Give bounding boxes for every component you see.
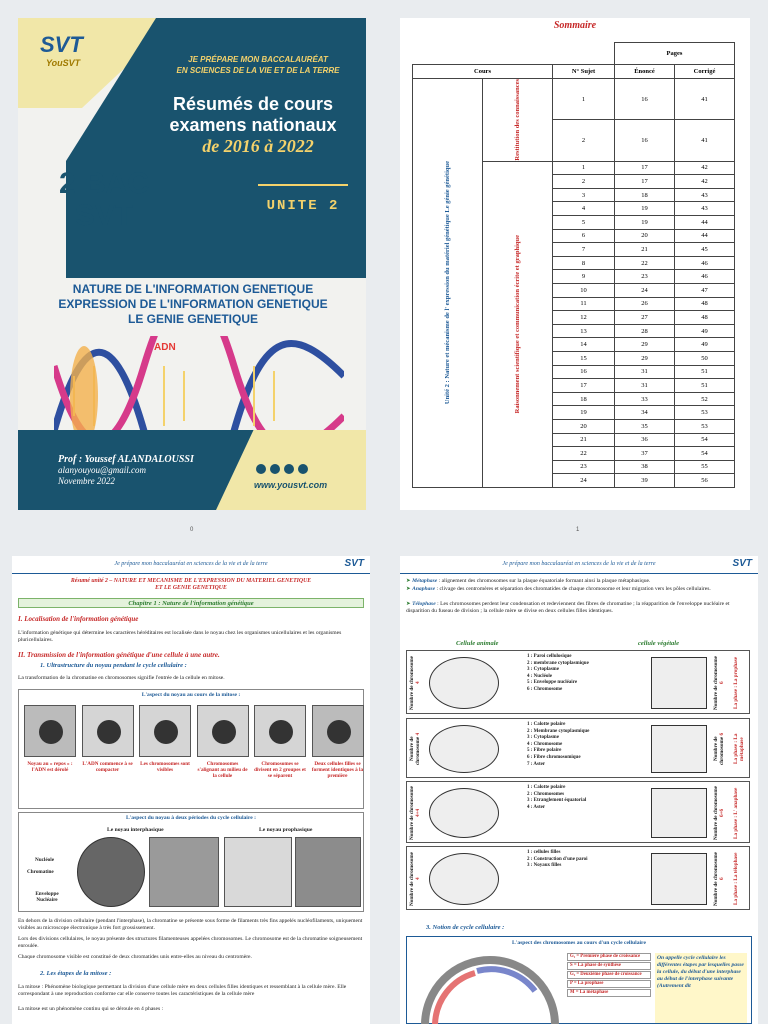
- sommaire-cell: 24: [615, 283, 675, 297]
- chromosome-count-label: Nombre de chromosome 6+6: [713, 786, 725, 840]
- sommaire-cell: 7: [553, 243, 615, 257]
- sommaire-cell: 43: [675, 188, 735, 202]
- sommaire-cell: 49: [675, 324, 735, 338]
- sommaire-cell: 22: [553, 447, 615, 461]
- sommaire-cell: 11: [553, 297, 615, 311]
- mitosis-phases-intro: La mitose est un phénomène continu qui se déroule en 4 phases :: [18, 1006, 164, 1012]
- sommaire-cell: 51: [675, 365, 735, 379]
- sommaire-cell: 44: [675, 229, 735, 243]
- sommaire-cell: 50: [675, 351, 735, 365]
- sommaire-cell: 1: [553, 161, 615, 175]
- col-pages: Pages: [615, 43, 735, 65]
- phase-name-label: La phase : La métaphase: [733, 733, 745, 765]
- cell-structure-label: 2 : Chromosomes: [527, 791, 565, 797]
- sommaire-cell: 5: [553, 216, 615, 230]
- col-sujet: N° Sujet: [553, 65, 615, 79]
- mitosis-stage-caption: L'ADN commence à se compacter: [82, 761, 133, 773]
- sommaire-cell: 35: [615, 419, 675, 433]
- header-logo: SVT: [732, 558, 752, 569]
- plant-cell-drawing: [651, 853, 707, 905]
- sommaire-cell: 19: [615, 216, 675, 230]
- course-page-1: [12, 556, 370, 1024]
- nucleus-periods-box: [18, 812, 364, 912]
- sommaire-cell: 29: [615, 338, 675, 352]
- cell-structure-label: 3 : Cytoplasme: [527, 667, 559, 673]
- sommaire-cell: 20: [615, 229, 675, 243]
- mitosis-stage-image: [139, 705, 191, 757]
- sommaire-cell: 2: [553, 120, 615, 161]
- cover-years: de 2016 à 2022: [202, 136, 314, 156]
- plant-cell-title: cellule végétale: [638, 640, 679, 647]
- col-enonce: Énoncé: [615, 65, 675, 79]
- bullet-metaphase: ➤ Métaphase : alignement des chromosomes sur la plaque équatoriale formant ainsi la plaque métaphasique.: [406, 578, 651, 584]
- cover-themes: NATURE DE L'INFORMATION GENETIQUE EXPRESSION DE L'INFORMATION GENETIQUE LE GENIE GENETIQUE: [58, 282, 328, 326]
- paragraph-chromosomes: Lors des divisions cellulaires, le noyau présente des structures filamenteuses appelées chromosomes. Le chromosome est de la chromatine soigneusement enroulée.: [18, 936, 363, 949]
- sommaire-cell: 46: [675, 256, 735, 270]
- sommaire-cell: 15: [553, 351, 615, 365]
- box-title: L'aspect des chromosomes au cours d'un cycle cellulaire: [512, 940, 646, 946]
- sommaire-cell: 21: [615, 243, 675, 257]
- bullet-anaphase: ➤ Anaphase : clivage des centromères et séparation des chromatides de chaque chromosome et leur migration vers les pôles cellulaires.: [406, 586, 711, 592]
- cover-unit: UNITE 2: [266, 198, 340, 214]
- sommaire-cell: 17: [615, 175, 675, 189]
- sommaire-cell: 22: [615, 256, 675, 270]
- section-2-title: II. Transmission de l'information génétique d'une cellule à une autre.: [18, 651, 220, 659]
- adn-label: ADN: [154, 342, 176, 353]
- section-1-title: I. Localisation de l'information génétique: [18, 615, 139, 623]
- cell-structure-label: 1 : Paroi cellulosique: [527, 654, 572, 659]
- sommaire-cell: 47: [675, 283, 735, 297]
- sommaire-row: [413, 79, 735, 120]
- cell-cycle-diagram: [415, 951, 565, 1024]
- cell-structure-label: 2 : Construction d'une paroi: [527, 856, 588, 862]
- page-header: Je prépare mon baccalauréat en sciences de la vie et de la terre SVT: [12, 556, 370, 574]
- sommaire-cell: 1: [553, 79, 615, 120]
- interphase-label: Le noyau interphasique: [107, 827, 164, 833]
- sommaire-cell: 2: [553, 175, 615, 189]
- sommaire-cell: 41: [675, 79, 735, 120]
- facebook-icon: [270, 464, 280, 474]
- cell-structure-label: 1 : Calotte polaire: [527, 785, 566, 790]
- sommaire-cell: 21: [553, 433, 615, 447]
- sommaire-cell: 19: [553, 406, 615, 420]
- cell-structure-label: 6 : Chromosome: [527, 686, 563, 692]
- cell-structure-label: 3 : Cytoplasme: [527, 735, 559, 741]
- chromosome-count-label: Nombre de chromosome 6: [713, 732, 725, 766]
- page-number: 1: [576, 527, 580, 533]
- chromosome-count-label: Nombre de chromosome 6: [713, 656, 725, 710]
- paragraph-chromatids: Chaque chromosome visible est constitué de deux chromatides unis entre-elles au niveau du centromère.: [18, 954, 252, 960]
- sommaire-cell: 37: [615, 447, 675, 461]
- chromosome-count-label: Nombre de chromosome 6: [713, 852, 725, 906]
- sommaire-cell: 24: [553, 474, 615, 488]
- mitosis-phase-row: [406, 650, 750, 714]
- animal-cell-drawing: [429, 853, 499, 905]
- cell-structure-label: 4 : Nucléole: [527, 673, 552, 679]
- instagram-icon: [256, 464, 266, 474]
- cell-structure-label: 1 : cellules filles: [527, 850, 561, 855]
- bullet-telophase: ➤ Télophase : Les chromosomes perdent leur condensation et redeviennent des fibres de chromatine ; la réapparition de l'enveloppe nucléaire et disparition du fuseau de division ; la cellule mère se divise en deux cellules filles identiques.: [406, 601, 730, 614]
- sommaire-cell: 9: [553, 270, 615, 284]
- sommaire-cell: 10: [553, 283, 615, 297]
- sommaire-cell: 56: [675, 474, 735, 488]
- sommaire-cell: 52: [675, 392, 735, 406]
- sommaire-cell: 17: [615, 161, 675, 175]
- animal-cell-drawing: [429, 657, 499, 709]
- sommaire-cell: 23: [615, 270, 675, 284]
- sommaire-cell: 3: [553, 188, 615, 202]
- sommaire-cell: 43: [675, 202, 735, 216]
- sommaire-cell: 48: [675, 311, 735, 325]
- mitosis-stage-image: [24, 705, 76, 757]
- sommaire-cell: 6: [553, 229, 615, 243]
- sommaire-cell: 18: [615, 188, 675, 202]
- sommaire-cell: 55: [675, 460, 735, 474]
- chromosome-count-label: Nombre de chromosome 4+4: [409, 786, 421, 840]
- sommaire-cell: 51: [675, 379, 735, 393]
- prophase-nucleus-image: [224, 837, 292, 907]
- chromosome-zoom-image: [295, 837, 361, 907]
- chromosome-count-label: Nombre de chromosome 4: [409, 732, 421, 766]
- twitter-icon: [284, 464, 294, 474]
- section-2-1-text: La transformation de la chromatine en chromosomes signifie l'entrée de la cellule en mitose.: [18, 675, 225, 681]
- phase-name-label: La phase : La prophase: [733, 656, 739, 710]
- section-3-title: 3. Notion de cycle cellulaire :: [426, 924, 505, 931]
- cycle-phase-item: M = La métaphase: [567, 989, 651, 997]
- label-nucleolus: Nucléole: [35, 857, 55, 863]
- sommaire-cell: 36: [615, 433, 675, 447]
- unit-summary-title: Résumé unité 2 – NATURE ET MECANISME DE L'EXPRESSION DU MATERIEL GENETIQUE ET LE GENIE GENETIQUE: [70, 578, 312, 591]
- mitosis-stage-caption: Les chromosomes sont visibles: [140, 761, 190, 773]
- box-title: L'aspect du noyau au cours de la mitose :: [141, 692, 241, 698]
- mitosis-phase-row: [406, 781, 750, 843]
- header-logo: SVT: [344, 558, 364, 569]
- mitosis-stage-caption: Chromosomes se divisent en 2 groupes et se séparent: [254, 761, 306, 779]
- plant-cell-drawing: [651, 657, 707, 709]
- mitosis-stage-image: [197, 705, 249, 757]
- unit-label: Unité 2 : Nature et mécanisme de l' expression du matériel génétique Le génie génétique: [413, 79, 483, 488]
- sommaire-cell: 28: [615, 324, 675, 338]
- cover-website: www.yousvt.com: [254, 480, 328, 490]
- sommaire-cell: 42: [675, 175, 735, 189]
- col-corrige: Corrigé: [675, 65, 735, 79]
- sommaire-cell: 12: [553, 311, 615, 325]
- animal-cell-title: Cellule animale: [456, 640, 499, 647]
- sommaire-cell: 45: [675, 243, 735, 257]
- cell-structure-label: 5 : Enveloppe nucléaire: [527, 680, 578, 686]
- phase-name-label: La phase : L' anaphase: [733, 787, 739, 839]
- plant-cell-drawing: [651, 788, 707, 838]
- chromosome-count-label: Nombre de chromosome 4: [409, 852, 421, 906]
- cover-level: 2 BAC SVT: [58, 167, 149, 232]
- animal-cell-drawing: [429, 788, 499, 838]
- sommaire-cell: 49: [675, 338, 735, 352]
- sommaire-cell: 53: [675, 419, 735, 433]
- chapter-title: Chapitre 1 : Nature de l'information génétique: [18, 598, 364, 608]
- sommaire-cell: 31: [615, 365, 675, 379]
- sommaire-cell: 42: [675, 161, 735, 175]
- cycle-phase-item: G₁ = Première phase de croissance: [567, 953, 651, 961]
- sommaire-cell: 31: [615, 379, 675, 393]
- cell-structure-label: 4 : Aster: [527, 804, 546, 810]
- cell-structure-label: 7 : Aster: [527, 761, 546, 767]
- cell-structure-label: 4 : Chromosome: [527, 741, 563, 747]
- section-2-1-title: 1. Ultrastructure du noyau pendant le cycle cellulaire :: [40, 662, 187, 669]
- sommaire-cell: 16: [615, 120, 675, 161]
- cover-title: Résumés de cours examens nationaux: [169, 94, 337, 135]
- group-raisonnement: Raisonnement scientifique et communication écrite et graphique: [483, 161, 553, 487]
- col-cours: Cours: [413, 65, 553, 79]
- cell-structure-label: 1 : Calotte polaire: [527, 722, 566, 727]
- section-1-text: L'information génétique qui détermine les caractères héréditaires est localisée dans le noyau chez les organismes unicellulaires et les organismes pluricellulaires.: [18, 630, 342, 643]
- section-2-2-title: 2. Les étapes de la mitose :: [40, 970, 112, 977]
- mitosis-stage-image: [254, 705, 306, 757]
- sommaire-cell: 13: [553, 324, 615, 338]
- course-page-2: [400, 556, 758, 1024]
- sommaire-cell: 39: [615, 474, 675, 488]
- chromatin-zoom-image: [149, 837, 219, 907]
- sommaire-cell: 17: [553, 379, 615, 393]
- sommaire-cell: 48: [675, 297, 735, 311]
- cell-cycle-note: On appelle cycle cellulaire les différentes étapes par lesquelles passe la cellule, du début d'une interphase au début de l'interphase suivante (Autrement dit: [655, 953, 747, 1023]
- cover-logo: SVT YouSVT: [40, 32, 83, 68]
- sommaire-title: Sommaire: [553, 20, 597, 31]
- chromosome-count-label: Nombre de chromosome 4: [409, 656, 421, 710]
- plant-cell-drawing: [651, 725, 707, 773]
- group-restitution: Restitution des connaissances: [483, 79, 553, 162]
- sommaire-cell: 29: [615, 351, 675, 365]
- label-chromatin: Chromatine: [27, 869, 54, 875]
- mitosis-stage-image: [82, 705, 134, 757]
- social-icons: [256, 464, 308, 474]
- cycle-phase-item: P = La prophase: [567, 980, 651, 988]
- sommaire-cell: 34: [615, 406, 675, 420]
- sommaire-cell: 44: [675, 216, 735, 230]
- mitosis-phase-row: [406, 718, 750, 778]
- cover-page: [18, 18, 366, 510]
- cell-structure-label: 6 : Fibre chromosomique: [527, 754, 581, 760]
- sommaire-cell: 16: [553, 365, 615, 379]
- sommaire-cell: 33: [615, 392, 675, 406]
- animal-cell-drawing: [429, 725, 499, 773]
- mitosis-stage-caption: Noyau au « repos » : l'ADN est dérolé: [27, 761, 73, 773]
- sommaire-cell: 38: [615, 460, 675, 474]
- cycle-phase-item: G₂ = Deuxième phase de croissance: [567, 971, 651, 979]
- cell-structure-label: 3 : Etranglement équatorial: [527, 798, 587, 804]
- sommaire-cell: 16: [615, 79, 675, 120]
- sommaire-cell: 26: [615, 297, 675, 311]
- mitosis-stage-caption: Deux cellules filles se forment identiques à la première: [311, 761, 364, 779]
- sommaire-table: [412, 42, 735, 488]
- sommaire-cell: 19: [615, 202, 675, 216]
- page-header: Je prépare mon baccalauréat en sciences de la vie et de la terre SVT: [400, 556, 758, 574]
- sommaire-cell: 4: [553, 202, 615, 216]
- label-nuclear-envelope: Enveloppe Nucléaire: [35, 891, 59, 903]
- cover-author: Prof : Youssef ALANDALOUSSI alanyouyou@gmail.com Novembre 2022: [58, 454, 194, 486]
- mitosis-phase-row: [406, 846, 750, 910]
- paragraph-interphase: En dehors de la division cellulaire (pendant l'interphase), la chromatine se présente sous forme de filaments très fins appelés nucléofilaments, uniquement visibles au microscope électronique à très fort grossissement.: [18, 918, 363, 931]
- cell-structure-label: 3 : Noyaux filles: [527, 863, 562, 869]
- prophase-label: Le noyau prophasique: [259, 827, 313, 833]
- sommaire-cell: 27: [615, 311, 675, 325]
- sommaire-page: [400, 18, 750, 510]
- cell-cycle-box: [406, 936, 752, 1024]
- sommaire-cell: 54: [675, 433, 735, 447]
- cell-structure-label: 2 : Membrane cytoplasmique: [527, 728, 590, 734]
- mitosis-stage-caption: Chromosomes s'alignant au milieu de la cellule: [197, 761, 248, 779]
- phase-name-label: La phase : La télophase: [733, 852, 739, 906]
- sommaire-cell: 14: [553, 338, 615, 352]
- mitosis-definition: La mitose : Phénomène biologique permettant la division d'une cellule mère en deux cellules filles identiques et ressemblant à la cellule mère. Elle correspondant à une reproduction conforme car elle conserve toutes les caractéristiques de la cellule mère: [18, 984, 347, 997]
- mitosis-stage-image: [312, 705, 364, 757]
- cycle-phase-item: S = La phase de synthèse: [567, 962, 651, 970]
- sommaire-cell: 8: [553, 256, 615, 270]
- sommaire-cell: 20: [553, 419, 615, 433]
- sommaire-cell: 54: [675, 447, 735, 461]
- page-number: 0: [190, 527, 194, 533]
- box-title: L'aspect du noyau à deux périodes du cycle cellulaire :: [126, 815, 256, 821]
- sommaire-cell: 18: [553, 392, 615, 406]
- cell-structure-label: 2 : membrane cytoplasmique: [527, 660, 589, 666]
- sommaire-cell: 41: [675, 120, 735, 161]
- sommaire-cell: 46: [675, 270, 735, 284]
- sommaire-cell: 23: [553, 460, 615, 474]
- cover-divider: [258, 184, 348, 186]
- cell-structure-label: 5 : Fibre polaire: [527, 748, 562, 754]
- sommaire-cell: 53: [675, 406, 735, 420]
- cover-tagline: JE PRÉPARE MON BACCALAURÉAT EN SCIENCES DE LA VIE ET DE LA TERRE: [176, 55, 340, 75]
- youtube-icon: [298, 464, 308, 474]
- interphase-nucleus-image: [77, 837, 145, 907]
